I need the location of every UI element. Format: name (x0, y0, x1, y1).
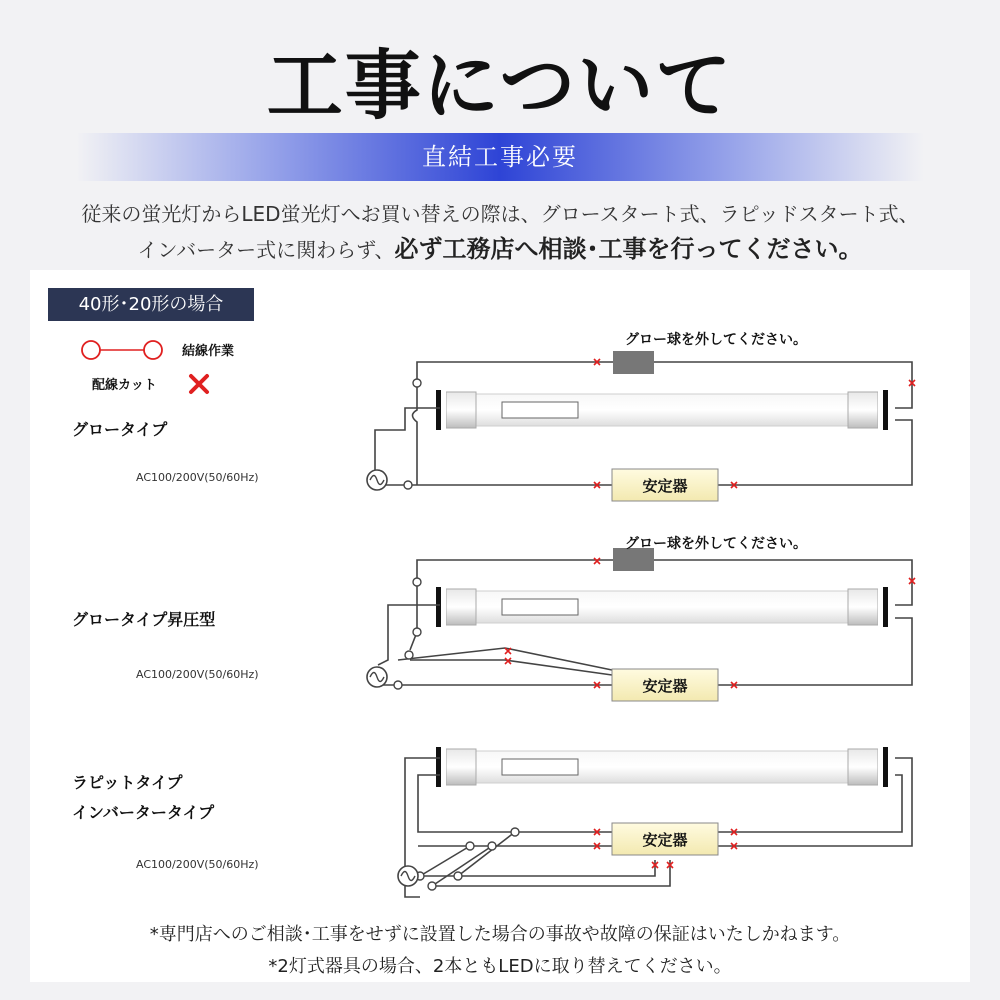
ac-label: AC100/200V(50/60Hz) (136, 858, 259, 871)
intro-line-2-prefix: インバーター式に関わらず、 (137, 238, 395, 262)
connect-circle-right (144, 341, 162, 359)
type-label-inverter: インバータータイプ (72, 803, 215, 822)
cut-mark (594, 558, 600, 564)
led-tube (432, 388, 892, 432)
banner-label: 直結工事必要 (422, 143, 578, 171)
diagram-caption: 40形･20形の場合 (48, 288, 254, 321)
two-lamp-note: *2灯式器具の場合、2本ともLEDに取り替えてください。 (268, 956, 732, 977)
type-label-rapid: ラピットタイプ (72, 773, 183, 792)
page-title: 工事について (266, 41, 734, 130)
remove-glow-note: グロー球を外してください。 (625, 536, 807, 552)
legend (82, 341, 234, 393)
intro-line-1: 従来の蛍光灯からLED蛍光灯へお買い替えの際は、グロースタート式、ラピッドスタート式、 (81, 202, 919, 226)
intro-line-2-emphasis: 必ず工務店へ相談･工事を行ってください。 (394, 235, 863, 263)
ballast-label: 安定器 (642, 831, 688, 849)
ballast-label: 安定器 (642, 477, 688, 495)
glow-starter (613, 351, 654, 374)
led-tube (432, 745, 892, 789)
disclaimer-note: *専門店へのご相談･工事をせずに設置した場合の事故や故障の保証はいたしかねます。 (149, 924, 851, 945)
led-tube (432, 585, 892, 629)
diagram-rapid-inverter (72, 745, 912, 897)
diagram-glow-boost (72, 535, 915, 701)
remove-glow-note: グロー球を外してください。 (625, 332, 807, 348)
ballast-label: 安定器 (642, 677, 688, 695)
ac-label: AC100/200V(50/60Hz) (136, 668, 259, 681)
type-label-glow: グロータイプ (72, 420, 168, 439)
ac-label: AC100/200V(50/60Hz) (136, 471, 259, 484)
cut-x-icon (191, 376, 207, 392)
ac-source-icon (398, 866, 418, 886)
legend-cut-label: 配線カット (92, 378, 157, 393)
ac-source-icon (367, 470, 387, 490)
legend-connect-label: 結線作業 (182, 344, 235, 359)
connect-circle-left (82, 341, 100, 359)
type-label-glow-boost: グロータイプ昇圧型 (72, 610, 216, 629)
ac-source-icon (367, 667, 387, 687)
